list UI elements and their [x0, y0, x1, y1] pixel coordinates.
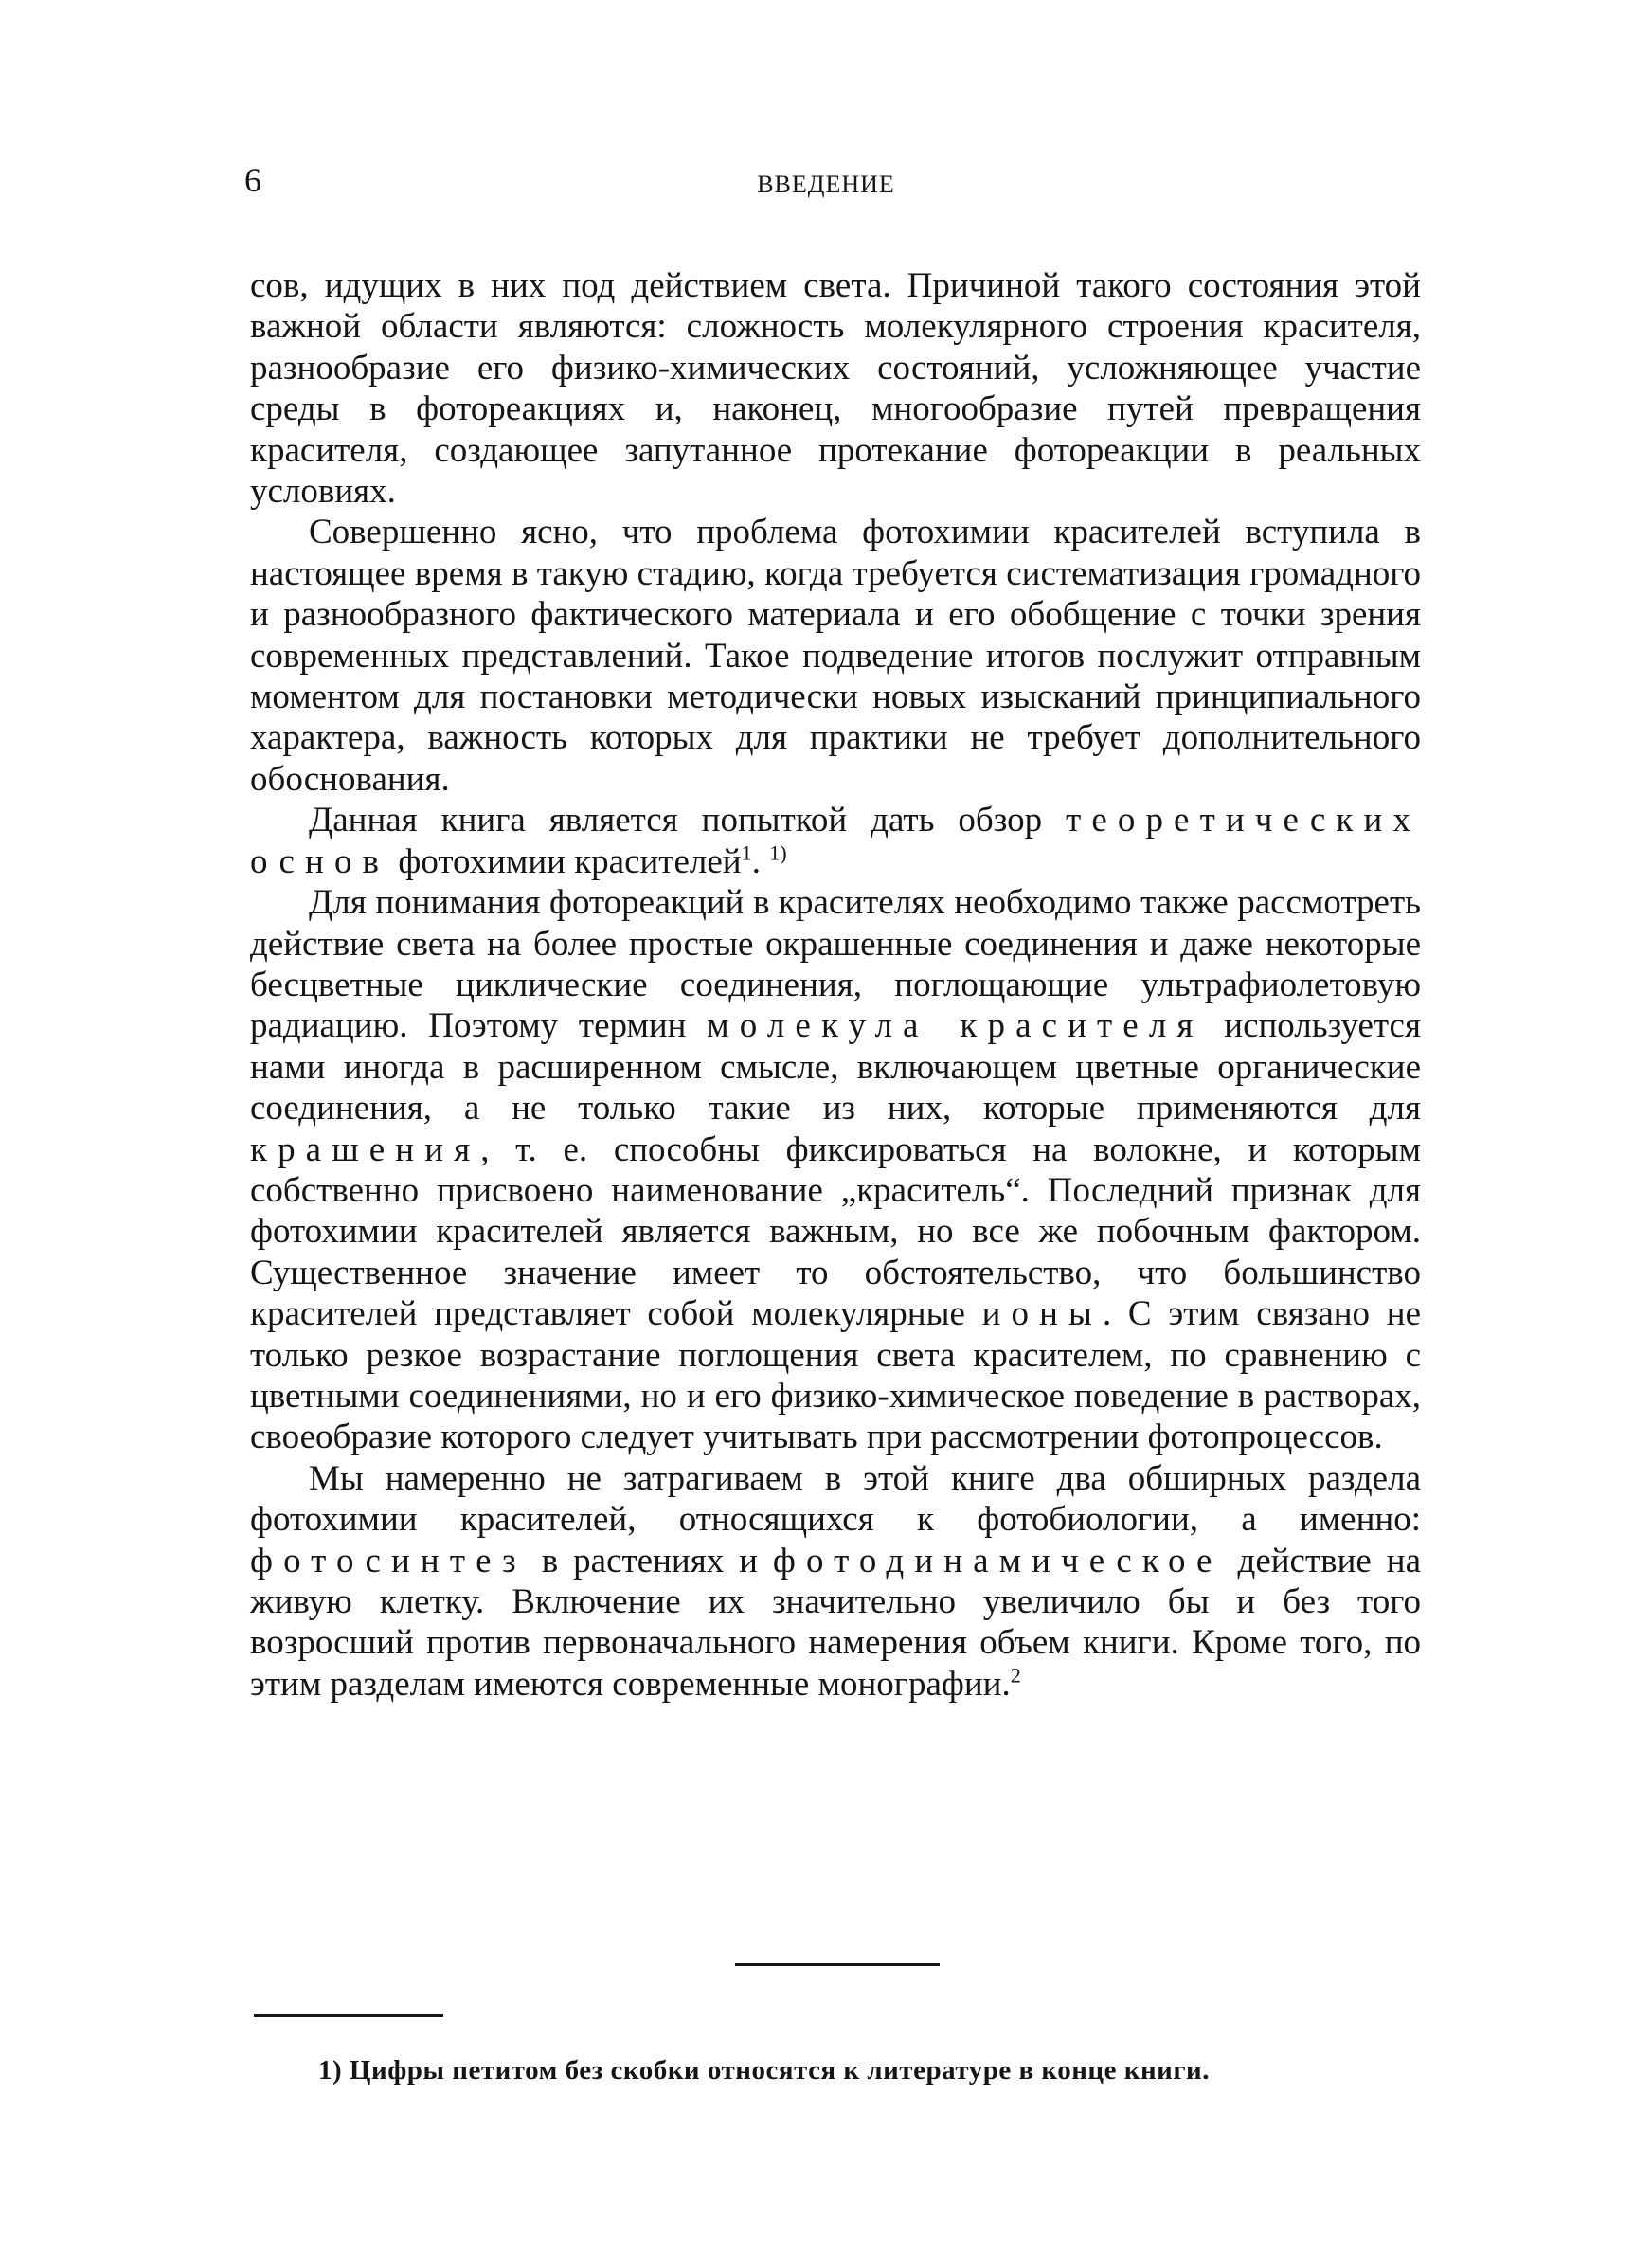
paragraph-3 [250, 800, 1421, 882]
footnote [318, 2054, 1427, 2087]
paragraph-4-text-d: . С этим связано не только резкое возрастание поглощения света красителем, по сравнению с цветными соединениями, но и его физико-химическое поведение в растворах, своеобразие которого следует учитывать при рассмотрении фотопроцессов. [250, 1294, 1421, 1457]
footnote-rule [254, 2014, 443, 2017]
running-head: ВВЕДЕНИЕ [757, 171, 895, 198]
footnote-text: Цифры петитом без скобки относятся к литературе в конце книги. [349, 2055, 1211, 2085]
footnote-marker: 1) [318, 2055, 343, 2085]
paragraph-5-text-c: действие на живую клетку. Включение их значительно увеличило бы и без того возросший против первоначального намерения объем книги. Кроме того, по этим разделам имеются современные монографии. [250, 1541, 1422, 1704]
spaced-emphasis: фотосинтез [250, 1541, 527, 1580]
spaced-emphasis: молекула красителя [707, 1006, 1204, 1046]
paragraph-3-text-b: фотохимии красителей [389, 841, 742, 881]
reference-number: 1 [741, 840, 752, 865]
paragraph-4-text-c: , т. е. способны фиксироваться на волокне, и которым собственно присвоено наименование „краситель“. Последний признак для фотохимии красителей является важным, но все же побочным фактором. Существенное значение имеет то обстоятельство, что большинство красителей представляет собой молекулярные [250, 1129, 1421, 1334]
section-end-rule [735, 1963, 940, 1966]
footnote-reference: 1) [769, 840, 787, 865]
paragraph-5 [250, 1458, 1421, 1705]
paragraph-1: сов, идущих в них под действием света. Причиной такого состояния этой важной области являются: сложность молекулярного строения красителя, разнообразие его физико-химических состояний, усложняющее участие среды в фотореакциях и, наконец, многообразие путей превращения красителя, создающее запутанное протекание фотореакции в реальных условиях. [250, 266, 1421, 512]
paragraph-4-text-b: используется нами иногда в расширенном смысле, включающем цветные органические соединения, а не только такие из них, которые применяются для [250, 1006, 1421, 1128]
spaced-emphasis: фотодинамическое [772, 1541, 1223, 1580]
reference-number: 2 [1010, 1663, 1021, 1688]
page-number: 6 [244, 161, 261, 199]
paragraph-4 [250, 882, 1421, 1458]
paragraph-3-text-a: Данная книга является попыткой дать обзор [309, 801, 1067, 840]
spaced-emphasis: теоретических основ [250, 801, 1421, 881]
paragraph-4-text-a: Для понимания фотореакций в красителях необходимо также рассмотреть действие света на более простые окрашенные соединения и даже некоторые бесцветные циклические соединения, поглощающие ультрафиолетовую радиацию. Поэтому термин [250, 883, 1421, 1046]
body-text [250, 265, 1421, 1705]
spaced-emphasis: крашения [250, 1129, 481, 1169]
paragraph-2: Совершенно ясно, что проблема фотохимии красителей вступила в настоящее время в такую стадию, когда требуется систематизация громадного и разнообразного фактического материала и его обобщение с точки зрения современных представлений. Такое подведение итогов послужит отправным моментом для постановки методически новых изысканий принципиального характера, важность которых для практики не требует дополнительного обоснования. [250, 513, 1421, 799]
paragraph-5-text-b: в растениях и [526, 1541, 773, 1580]
paragraph-3-text-c: . [751, 841, 770, 881]
spaced-emphasis: ионы [981, 1294, 1103, 1334]
paragraph-5-text-a: Мы намеренно не затрагиваем в этой книге два обширных раздела фотохимии красителей, относящихся к фотобиологии, а именно: [250, 1458, 1421, 1540]
